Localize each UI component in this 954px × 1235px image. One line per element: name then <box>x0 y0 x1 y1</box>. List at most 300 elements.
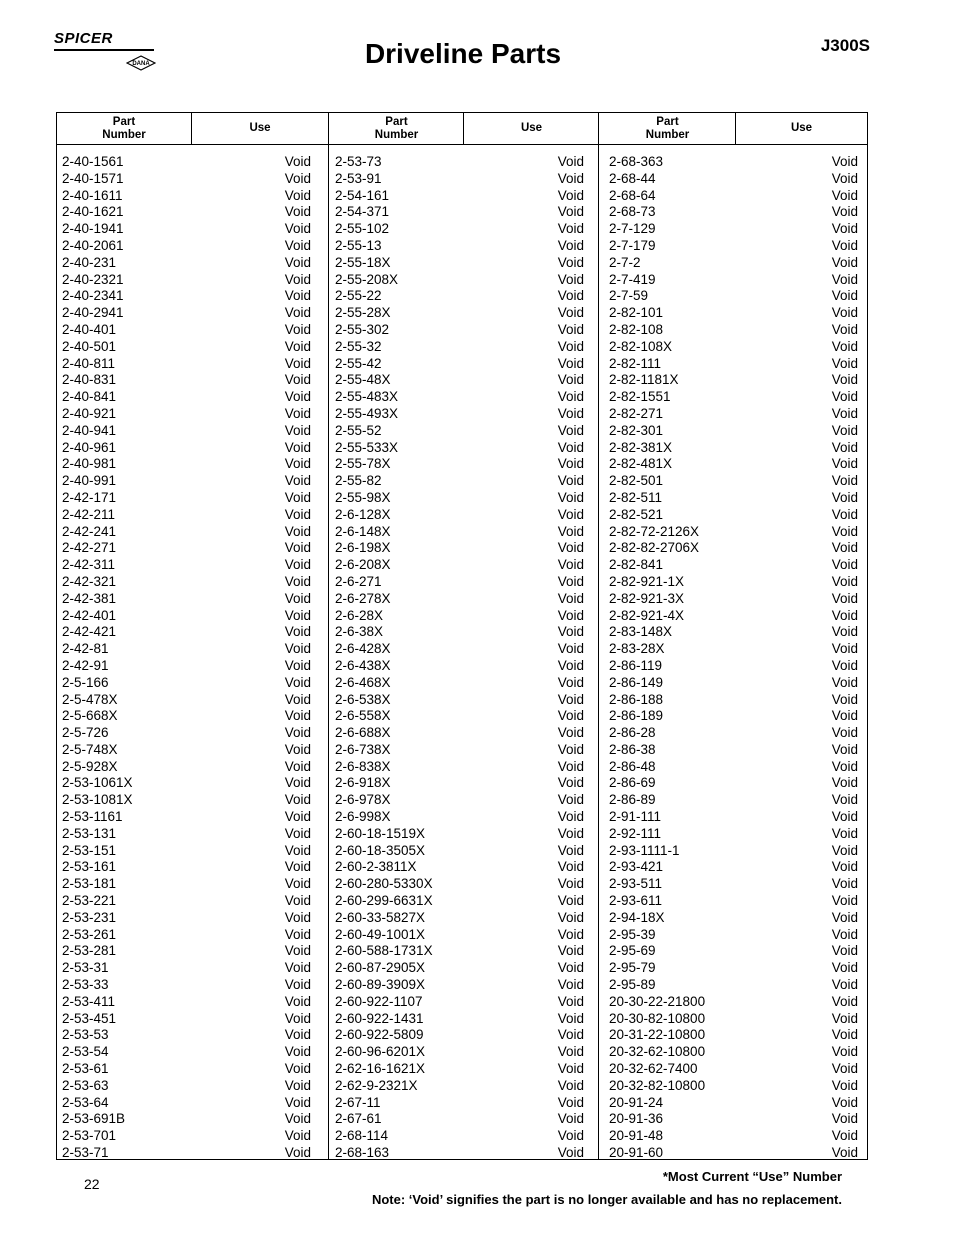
use-value: Void <box>831 221 858 237</box>
use-value: Void <box>831 960 858 976</box>
use-value: Void <box>831 204 858 220</box>
part-number: 2-55-28X <box>335 305 391 321</box>
table-row <box>62 440 311 457</box>
part-number: 2-6-28X <box>335 607 384 623</box>
table-row <box>335 775 584 792</box>
use-value: Void <box>284 691 311 707</box>
table-row <box>62 473 311 490</box>
table-row <box>335 389 584 406</box>
part-number: 2-60-33-5827X <box>335 909 426 925</box>
part-number: 2-62-16-1621X <box>335 1061 426 1077</box>
table-row <box>335 876 584 893</box>
part-number: 2-53-53 <box>62 1027 109 1043</box>
table-row <box>609 675 858 692</box>
use-value: Void <box>284 859 311 875</box>
table-row <box>62 641 311 658</box>
use-header: Use <box>790 122 813 134</box>
part-number: 2-55-533X <box>335 439 399 455</box>
use-value: Void <box>557 960 584 976</box>
part-number: 2-82-1551 <box>609 389 671 405</box>
part-number: 2-6-738X <box>335 741 391 757</box>
table-row <box>335 255 584 272</box>
use-value: Void <box>831 1044 858 1060</box>
table-row <box>335 490 584 507</box>
part-number: 2-60-89-3909X <box>335 977 426 993</box>
part-number: 2-40-231 <box>62 254 117 270</box>
use-value: Void <box>557 271 584 287</box>
use-value: Void <box>831 1128 858 1144</box>
use-value: Void <box>557 624 584 640</box>
part-number: 2-40-831 <box>62 372 117 388</box>
part-number: 2-55-52 <box>335 422 382 438</box>
table-row <box>335 221 584 238</box>
part-number: 2-53-33 <box>62 977 109 993</box>
table-row <box>62 943 311 960</box>
part-number: 2-6-918X <box>335 775 391 791</box>
part-number: 2-5-478X <box>62 691 118 707</box>
table-row <box>62 574 311 591</box>
part-number: 2-94-18X <box>609 909 665 925</box>
use-value: Void <box>831 187 858 203</box>
part-number: 2-53-161 <box>62 859 117 875</box>
use-value: Void <box>831 741 858 757</box>
use-value: Void <box>557 221 584 237</box>
use-value: Void <box>557 657 584 673</box>
part-number: 2-42-81 <box>62 641 109 657</box>
part-number: 2-82-921-4X <box>609 607 685 623</box>
part-number: 2-82-1181X <box>609 372 679 388</box>
use-header: Use <box>249 122 271 134</box>
use-value: Void <box>284 758 311 774</box>
table-row <box>62 1078 311 1095</box>
part-number-header: Part Number <box>374 115 419 141</box>
part-number: 2-60-922-1431 <box>335 1010 424 1026</box>
part-number: 2-82-381X <box>609 439 673 455</box>
table-row <box>609 792 858 809</box>
use-value: Void <box>831 372 858 388</box>
table-row <box>62 608 311 625</box>
part-number: 2-95-69 <box>609 943 656 959</box>
use-value: Void <box>284 1044 311 1060</box>
part-number: 2-6-278X <box>335 590 391 606</box>
use-value: Void <box>831 254 858 270</box>
use-value: Void <box>831 876 858 892</box>
use-value: Void <box>831 657 858 673</box>
table-row <box>609 272 858 289</box>
use-value: Void <box>284 506 311 522</box>
table-row <box>609 708 858 725</box>
part-number: 2-83-28X <box>609 641 665 657</box>
use-value: Void <box>831 993 858 1009</box>
part-number: 2-60-18-3505X <box>335 842 426 858</box>
table-row <box>335 910 584 927</box>
table-row <box>609 960 858 977</box>
table-row <box>609 927 858 944</box>
table-row <box>335 288 584 305</box>
part-number: 2-60-299-6631X <box>335 893 433 909</box>
table-row <box>609 423 858 440</box>
use-value: Void <box>557 573 584 589</box>
table-row <box>609 305 858 322</box>
use-value: Void <box>557 1094 584 1110</box>
table-row <box>335 708 584 725</box>
part-number: 2-53-1161 <box>62 809 123 825</box>
table-row <box>609 910 858 927</box>
table-row <box>609 1111 858 1128</box>
part-number: 2-6-208X <box>335 557 391 573</box>
table-row <box>609 204 858 221</box>
part-number: 2-82-841 <box>609 557 664 573</box>
part-number: 2-6-198X <box>335 540 391 556</box>
table-row <box>335 188 584 205</box>
use-value: Void <box>557 170 584 186</box>
use-value: Void <box>831 439 858 455</box>
table-row <box>62 1095 311 1112</box>
use-value: Void <box>284 1027 311 1043</box>
use-value: Void <box>284 204 311 220</box>
table-row <box>335 960 584 977</box>
part-number: 2-42-91 <box>62 657 109 673</box>
use-value: Void <box>557 456 584 472</box>
part-number: 2-86-188 <box>609 691 664 707</box>
part-number: 2-86-48 <box>609 758 656 774</box>
part-number: 2-6-148X <box>335 523 391 539</box>
table-row <box>335 591 584 608</box>
table-row <box>609 171 858 188</box>
table-row <box>62 859 311 876</box>
part-number: 2-53-281 <box>62 943 117 959</box>
table-row <box>62 490 311 507</box>
table-row <box>62 927 311 944</box>
part-number: 2-55-483X <box>335 389 399 405</box>
table-row <box>609 221 858 238</box>
table-row <box>335 859 584 876</box>
use-value: Void <box>831 792 858 808</box>
use-value: Void <box>284 221 311 237</box>
use-value: Void <box>557 506 584 522</box>
part-number: 2-55-42 <box>335 355 382 371</box>
use-value: Void <box>284 825 311 841</box>
table-row <box>609 591 858 608</box>
table-row <box>62 288 311 305</box>
use-value: Void <box>831 154 858 169</box>
table-row <box>609 1128 858 1145</box>
part-number: 2-68-64 <box>609 187 656 203</box>
part-number: 2-68-114 <box>335 1128 389 1144</box>
part-number: 2-54-371 <box>335 204 390 220</box>
table-row <box>335 356 584 373</box>
table-row <box>62 843 311 860</box>
part-number: 2-86-28 <box>609 725 656 741</box>
part-number: 20-91-24 <box>609 1094 664 1110</box>
table-row <box>609 641 858 658</box>
table-row <box>609 608 858 625</box>
table-row <box>609 490 858 507</box>
table-row <box>335 305 584 322</box>
use-value: Void <box>284 876 311 892</box>
use-value: Void <box>557 1128 584 1144</box>
table-row <box>335 927 584 944</box>
use-value: Void <box>284 657 311 673</box>
table-row <box>335 372 584 389</box>
use-value: Void <box>284 590 311 606</box>
table-row <box>609 372 858 389</box>
use-value: Void <box>831 355 858 371</box>
table-row <box>609 809 858 826</box>
part-number: 2-6-688X <box>335 725 391 741</box>
use-footnote: *Most Current “Use” Number <box>662 1169 842 1184</box>
use-value: Void <box>831 1010 858 1026</box>
table-row <box>335 171 584 188</box>
part-number: 2-40-841 <box>62 389 117 405</box>
table-row <box>609 725 858 742</box>
table-row <box>609 188 858 205</box>
table-row <box>62 742 311 759</box>
use-value: Void <box>831 825 858 841</box>
use-value: Void <box>284 288 311 304</box>
part-number: 20-30-22-21800 <box>609 993 706 1009</box>
use-value: Void <box>284 775 311 791</box>
part-number: 2-82-921-3X <box>609 590 685 606</box>
part-number: 2-53-64 <box>62 1094 109 1110</box>
part-number: 2-6-38X <box>335 624 384 640</box>
use-value: Void <box>557 523 584 539</box>
use-value: Void <box>831 708 858 724</box>
model-code: J300S <box>820 36 870 55</box>
table-row <box>62 540 311 557</box>
part-number: 2-6-128X <box>335 506 391 522</box>
part-number: 2-82-271 <box>609 405 664 421</box>
part-number: 2-40-1561 <box>62 154 124 169</box>
use-value: Void <box>831 893 858 909</box>
table-row <box>335 1128 584 1145</box>
svg-text:DANA: DANA <box>132 61 150 67</box>
table-row <box>62 507 311 524</box>
table-row <box>62 708 311 725</box>
use-value: Void <box>284 372 311 388</box>
use-value: Void <box>284 557 311 573</box>
table-row <box>335 574 584 591</box>
table-row <box>609 154 858 171</box>
use-value: Void <box>831 489 858 505</box>
table-row <box>609 1061 858 1078</box>
part-number: 2-55-208X <box>335 271 399 287</box>
part-number: 2-62-9-2321X <box>335 1077 418 1093</box>
table-row <box>609 339 858 356</box>
table-row <box>335 977 584 994</box>
table-row <box>609 356 858 373</box>
use-value: Void <box>284 1145 311 1161</box>
part-number: 20-32-62-7400 <box>609 1061 698 1077</box>
part-number: 2-82-82-2706X <box>609 540 700 556</box>
use-value: Void <box>557 321 584 337</box>
part-number-header: Part Number <box>645 115 690 141</box>
use-value: Void <box>284 792 311 808</box>
use-value: Void <box>284 842 311 858</box>
use-value: Void <box>557 439 584 455</box>
part-number: 2-60-922-5809 <box>335 1027 424 1043</box>
part-number: 2-42-271 <box>62 540 117 556</box>
table-row <box>335 641 584 658</box>
part-number: 2-55-302 <box>335 321 390 337</box>
table-row <box>62 339 311 356</box>
table-row <box>335 238 584 255</box>
part-number: 2-60-18-1519X <box>335 825 426 841</box>
use-value: Void <box>284 338 311 354</box>
table-row <box>609 1044 858 1061</box>
part-number: 2-6-438X <box>335 657 391 673</box>
table-row <box>62 725 311 742</box>
use-value: Void <box>831 573 858 589</box>
table-row <box>335 204 584 221</box>
use-value: Void <box>557 1044 584 1060</box>
part-number: 20-32-82-10800 <box>609 1077 706 1093</box>
parts-column-1 <box>62 154 311 1162</box>
use-value: Void <box>831 977 858 993</box>
part-number: 2-6-468X <box>335 674 391 690</box>
part-number: 2-53-61 <box>62 1061 109 1077</box>
table-row <box>335 456 584 473</box>
table-row <box>335 1061 584 1078</box>
part-number: 2-40-1571 <box>62 170 124 186</box>
part-number: 2-93-1111-1 <box>609 842 680 858</box>
table-row <box>62 1128 311 1145</box>
use-value: Void <box>557 775 584 791</box>
use-value: Void <box>284 456 311 472</box>
table-row <box>62 876 311 893</box>
table-row <box>62 1044 311 1061</box>
table-row <box>609 1027 858 1044</box>
use-value: Void <box>284 624 311 640</box>
table-row <box>335 809 584 826</box>
table-row <box>335 339 584 356</box>
use-value: Void <box>557 674 584 690</box>
part-number: 2-6-838X <box>335 758 391 774</box>
table-row <box>62 423 311 440</box>
table-row <box>335 1044 584 1061</box>
part-number: 20-91-60 <box>609 1145 664 1161</box>
use-value: Void <box>284 540 311 556</box>
table-row <box>335 843 584 860</box>
use-value: Void <box>557 893 584 909</box>
table-row <box>609 742 858 759</box>
use-value: Void <box>557 607 584 623</box>
header-divider <box>735 113 736 144</box>
part-number: 2-53-691B <box>62 1111 126 1127</box>
part-number: 2-93-421 <box>609 859 664 875</box>
table-row <box>335 1027 584 1044</box>
use-value: Void <box>557 187 584 203</box>
table-row <box>335 322 584 339</box>
part-number: 2-55-22 <box>335 288 382 304</box>
table-row <box>62 792 311 809</box>
use-value: Void <box>831 1094 858 1110</box>
table-row <box>62 154 311 171</box>
part-number: 2-86-89 <box>609 792 656 808</box>
use-value: Void <box>284 254 311 270</box>
table-row <box>335 507 584 524</box>
part-number: 2-86-189 <box>609 708 664 724</box>
use-value: Void <box>557 1061 584 1077</box>
table-row <box>609 1095 858 1112</box>
part-number: 2-82-101 <box>609 305 664 321</box>
use-header: Use <box>520 122 543 134</box>
part-number: 2-42-241 <box>62 523 117 539</box>
part-number: 2-86-149 <box>609 674 664 690</box>
use-value: Void <box>284 321 311 337</box>
use-value: Void <box>557 473 584 489</box>
table-row <box>609 389 858 406</box>
table-row <box>609 876 858 893</box>
part-number: 2-7-59 <box>609 288 649 304</box>
part-number: 20-31-22-10800 <box>609 1027 706 1043</box>
part-number: 2-40-501 <box>62 338 117 354</box>
table-row <box>609 540 858 557</box>
part-number: 2-55-32 <box>335 338 382 354</box>
table-row <box>62 692 311 709</box>
part-number: 2-40-2941 <box>62 305 124 321</box>
table-row <box>62 221 311 238</box>
logo-wordmark: SPICER <box>54 30 113 47</box>
part-number: 2-6-538X <box>335 691 391 707</box>
part-number: 2-53-1061X <box>62 775 133 791</box>
table-row <box>609 557 858 574</box>
table-row <box>335 154 584 171</box>
column-divider <box>328 113 329 1159</box>
part-number: 2-6-998X <box>335 809 391 825</box>
part-number: 2-40-941 <box>62 422 117 438</box>
part-number: 2-68-363 <box>609 154 664 169</box>
use-value: Void <box>557 237 584 253</box>
part-number: 2-53-31 <box>62 960 109 976</box>
use-value: Void <box>557 758 584 774</box>
part-number: 2-93-611 <box>609 893 663 909</box>
part-number: 2-55-18X <box>335 254 391 270</box>
table-row <box>62 171 311 188</box>
table-row <box>62 1011 311 1028</box>
part-number: 2-55-98X <box>335 489 391 505</box>
use-value: Void <box>284 1094 311 1110</box>
use-value: Void <box>831 758 858 774</box>
table-row <box>62 322 311 339</box>
part-number: 2-60-96-6201X <box>335 1044 426 1060</box>
part-number-header: Part Number <box>102 115 146 141</box>
part-number: 2-40-811 <box>62 355 116 371</box>
use-value: Void <box>557 859 584 875</box>
use-value: Void <box>284 708 311 724</box>
table-row <box>609 759 858 776</box>
use-value: Void <box>831 523 858 539</box>
use-value: Void <box>284 439 311 455</box>
table-row <box>609 692 858 709</box>
use-value: Void <box>557 540 584 556</box>
use-value: Void <box>284 170 311 186</box>
table-row <box>609 574 858 591</box>
use-value: Void <box>831 909 858 925</box>
use-value: Void <box>557 691 584 707</box>
use-value: Void <box>831 473 858 489</box>
table-row <box>335 272 584 289</box>
part-number: 2-6-271 <box>335 573 382 589</box>
part-number: 2-53-71 <box>62 1145 109 1161</box>
use-value: Void <box>557 305 584 321</box>
part-number: 2-53-91 <box>335 170 382 186</box>
table-row <box>62 372 311 389</box>
use-value: Void <box>831 170 858 186</box>
use-value: Void <box>557 842 584 858</box>
table-row <box>609 994 858 1011</box>
table-row <box>609 977 858 994</box>
